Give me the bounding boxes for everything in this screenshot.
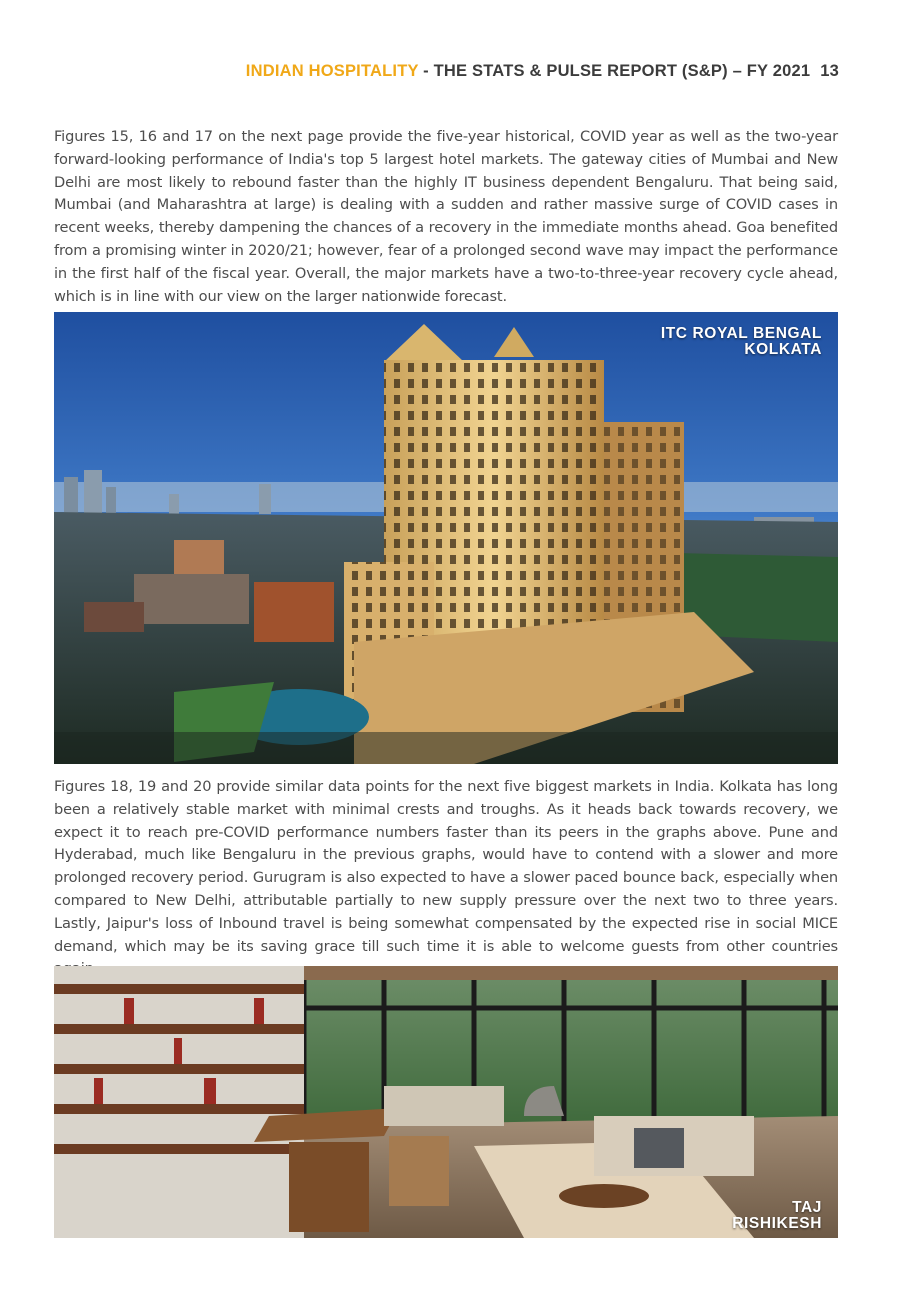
hotel-photo-itc-royal-bengal (54, 312, 838, 764)
body-paragraph-2: Figures 18, 19 and 20 provide similar data points for the next five biggest markets in India. Kolkata has long been a relatively stable market with minimal crests and troughs. As it heads back towards recovery, we expect it to reach pre-COVID performance numbers faster than its peers in the graphs above. Pune and Hyderabad, much like Bengaluru in the previous graphs, would have to contend with a slower and more prolonged recovery period. Gurugram is also expected to have a slower paced bounce back, especially when compared to New Delhi, attributable partially to new supply pressure over the next two to three years. Lastly, Jaipur's loss of Inbound travel is being somewhat compensated by the expected rise in social MICE demand, which may be its saving grace till such time it is able to welcome guests from other countries (54, 778, 838, 955)
photo-caption-1 (661, 326, 822, 358)
lounge-interior-illustration (54, 966, 838, 1238)
caption-hotel-name: TAJ (792, 1199, 822, 1216)
photo-caption-2 (732, 1200, 822, 1232)
body-paragraph-1: Figures 15, 16 and 17 on the next page provide the five-year historical, COVID year as well as the two-year forward-looking performance of India's top 5 largest hotel markets. The gateway cities of Mumbai and New Delhi are most likely to rebound faster than the highly IT business dependent Bengaluru. That being said, Mumbai (and Maharashtra at large) is dealing with a sudden and rather massive surge of COVID cases in recent weeks, thereby dampening the chances of a recovery in the immediate months ahead. Goa benefited from a promising winter in 2020/21; however, fear of a prolonged second wave may impact the performance in the first half of the fiscal year. Overall, the major markets have a two-to-three-year recovery cycle ahead, which is in line with our view on the larger nationwide forecast. (54, 128, 838, 305)
caption-city: RISHIKESH (732, 1215, 822, 1232)
hotel-photo-taj-rishikesh (54, 966, 838, 1238)
caption-city: KOLKATA (744, 341, 822, 358)
page-header (246, 62, 839, 81)
header-title: - THE STATS & PULSE REPORT (S&P) – FY 2021 (418, 62, 811, 80)
page-number: 13 (820, 62, 839, 80)
header-brand: INDIAN HOSPITALITY (245, 62, 419, 80)
caption-hotel-name: ITC ROYAL BENGAL (660, 325, 822, 342)
hotel-tower-illustration (54, 312, 838, 764)
